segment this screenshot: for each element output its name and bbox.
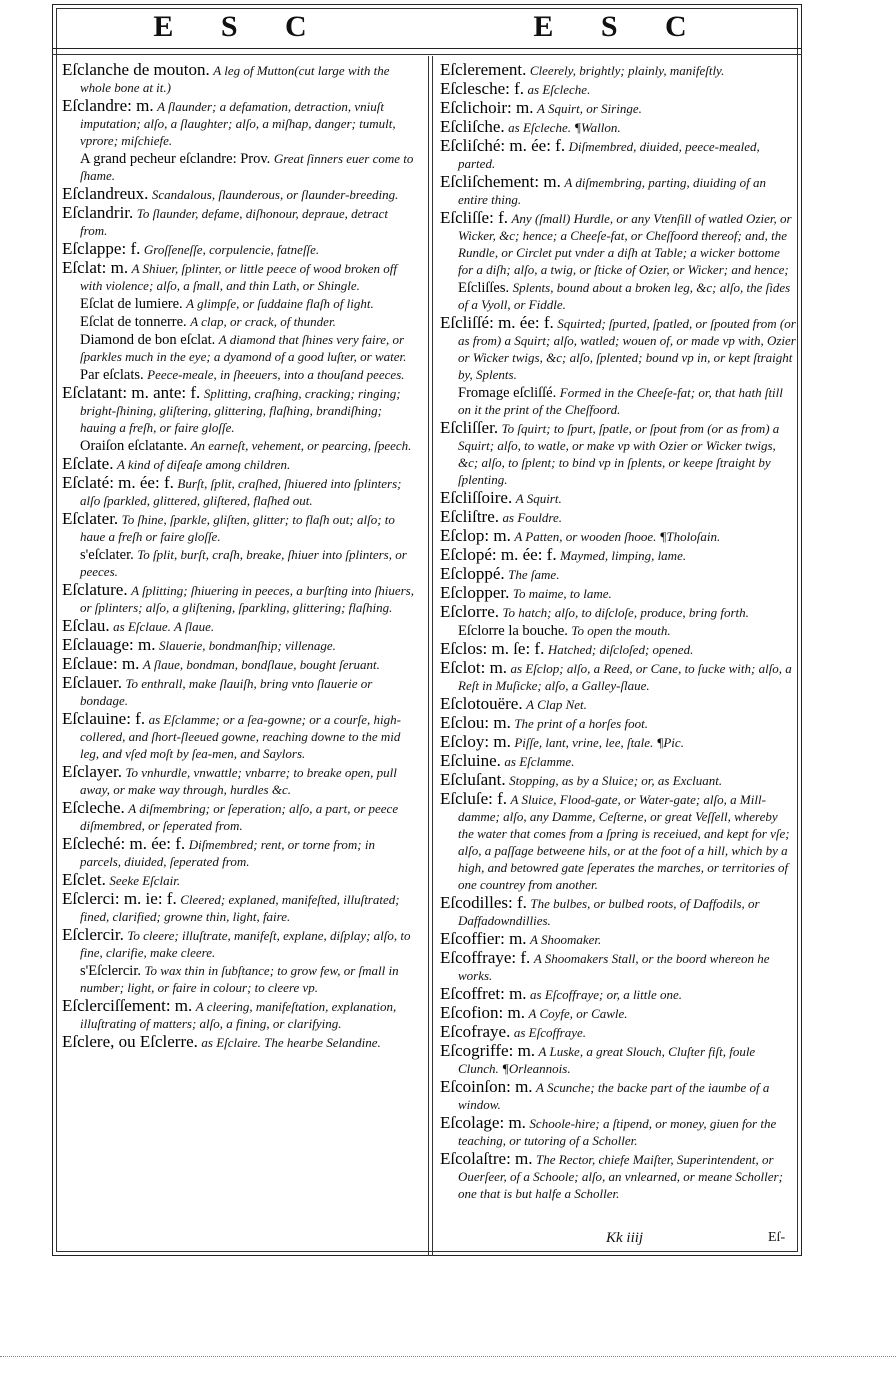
entry-headword: Eſclot: m. [440, 658, 508, 677]
entry-gloss: Peece-meale, in ſheeuers, into a thouſand peeces. [147, 367, 405, 382]
entry-gloss: A Coyfe, or Cawle. [528, 1006, 628, 1021]
dictionary-entry [62, 438, 418, 455]
entry-gloss: Splents, bound about a broken leg, &c; alſo, the ſides of a Vyoll, or Fiddle. [458, 280, 791, 312]
dictionary-entry [440, 1005, 796, 1023]
entry-headword: Eſclopé: m. ée: f. [440, 545, 557, 564]
entry-headword: A grand pecheur eſclandre: Prov. [80, 151, 271, 167]
entry-gloss: To enthrall, make ſlauiſh, bring vnto ſlauerie or bondage. [80, 676, 373, 708]
entry-headword: Eſclorre la bouche. [458, 623, 568, 639]
dictionary-entry [440, 950, 796, 985]
dictionary-entry [62, 332, 418, 366]
entry-gloss: A diſmembring, parting, diuiding of an entire thing. [458, 175, 766, 207]
entry-gloss: To cleere; illuſtrate, manifeſt, explane, diſplay; alſo, to fine, clarifie, make cleere. [80, 928, 411, 960]
entry-gloss: To hatch; alſo, to diſcloſe, produce, bring forth. [502, 605, 749, 620]
entry-headword: Eſcluine. [440, 751, 501, 770]
entry-gloss: Groſſeneſſe, corpulencie, fatneſſe. [143, 242, 320, 257]
entry-headword: Eſclopper. [440, 583, 510, 602]
entry-gloss: A diſmembring; or ſeperation; alſo, a part, or peece diſmembred, or ſeperated from. [80, 801, 399, 833]
entry-headword: Eſclotouëre. [440, 694, 523, 713]
entry-headword: Eſclauer. [62, 673, 122, 692]
dictionary-entry [62, 385, 418, 437]
entry-headword: Eſcofraye. [440, 1022, 511, 1041]
entry-headword: Eſclesche: f. [440, 79, 525, 98]
entry-headword: Eſcliſſoire. [440, 488, 513, 507]
entry-headword: Eſcofion: m. [440, 1003, 525, 1022]
entry-headword: Eſclate. [62, 454, 114, 473]
entry-gloss: Splitting, craſhing, cracking; ringing; bright-ſhining, gliſtering, glittering, flaſhing, brandiſhing; hauing a freſh, or faire gloſſe. [80, 386, 401, 435]
dictionary-entry [62, 511, 418, 546]
entry-gloss: An earneſt, vehement, or pearcing, ſpeech. [190, 438, 412, 453]
dictionary-entry [440, 100, 796, 118]
entry-headword: Eſclaté: m. ée: f. [62, 473, 174, 492]
dictionary-entry [440, 623, 796, 640]
dictionary-entry [440, 660, 796, 695]
dictionary-entry [440, 210, 796, 279]
entry-gloss: Schoole-hire; a ſtipend, or money, giuen for the teaching, or tutoring of a Scholler. [458, 1116, 777, 1148]
catchword: Eſ- [768, 1230, 786, 1245]
dictionary-entry [440, 772, 796, 790]
entry-headword: Eſclercir. [62, 925, 124, 944]
dictionary-entry [62, 764, 418, 799]
entry-headword: Eſclandrir. [62, 203, 134, 222]
dictionary-entry [440, 1043, 796, 1078]
dictionary-entry [440, 734, 796, 752]
entry-gloss: Cleerely, brightly; plainly, manifeſtly. [529, 63, 725, 78]
entry-headword: Eſcolaſtre: m. [440, 1149, 533, 1168]
dictionary-entry [62, 998, 418, 1033]
entry-gloss: Burſt, ſplit, craſhed, ſhiuered into ſplinters; alſo ſparkled, glittered, gliſtered, flaſhed out. [80, 476, 402, 508]
column-divider [428, 56, 429, 1256]
entry-headword: Eſclappe: f. [62, 239, 141, 258]
entry-headword: Eſclerci: m. ie: f. [62, 889, 177, 908]
entry-gloss: To ſplit, burſt, craſh, breake, ſhiuer into ſplinters, or peeces. [80, 547, 407, 579]
dictionary-entry [62, 963, 418, 997]
entry-gloss: To wax thin in ſubſtance; to grow few, or ſmall in number; light, or faire in colour; to cleere vp. [80, 963, 399, 995]
entry-headword: Eſclayer. [62, 762, 122, 781]
dictionary-entry [62, 891, 418, 926]
entry-gloss: A ſplitting; ſhiuering in peeces, a burſting into ſhiuers, or ſplinters; alſo, a gliſtening, ſparkling, glittering; flaſhing. [80, 583, 414, 615]
dictionary-entry [62, 151, 418, 185]
entry-gloss: A ſlaue, bondman, bondſlaue, bought ſeruant. [142, 657, 380, 672]
dictionary-entry [62, 260, 418, 295]
header-rule-inner [52, 54, 802, 55]
entry-gloss: The bulbes, or bulbed roots, of Daffodils, or Daffadowndillies. [458, 896, 760, 928]
dictionary-entry [62, 62, 418, 97]
entry-headword: Eſcleché: m. ée: f. [62, 834, 186, 853]
header-rule [52, 48, 802, 49]
entry-gloss: The Rector, chiefe Maiſter, Superintendent, or Ouerſeer, of a Schoole; alſo, an vnlearned, or meane Scholler; one that is but halfe a Scholler. [458, 1152, 783, 1201]
dictionary-entry [440, 1151, 796, 1203]
entry-gloss: A Shoomaker. [530, 932, 602, 947]
entry-headword: Eſclat de tonnerre. [80, 314, 187, 330]
dictionary-entry [62, 927, 418, 962]
dictionary-entry [62, 800, 418, 835]
dictionary-entry [440, 604, 796, 622]
entry-gloss: as Eſclaue. A ſlaue. [113, 619, 215, 634]
dictionary-entry [440, 986, 796, 1004]
dictionary-entry [440, 81, 796, 99]
entry-headword: Eſcoffret: m. [440, 984, 527, 1003]
entry-headword: Eſcliſché: m. ée: f. [440, 136, 566, 155]
entry-headword: Eſclat: m. [62, 258, 129, 277]
entry-headword: Eſcluſe: f. [440, 789, 508, 808]
entry-gloss: A Squirt. [515, 491, 562, 506]
dictionary-entry [62, 872, 418, 890]
entry-gloss: as Eſclamme; or a ſea-gowne; or a courſe, high-collered, and ſhort-ſleeued gowne, reaching downe to the mid leg, and vſed moſt by ſea-men, and Saylors. [80, 712, 401, 761]
entry-headword: Par eſclats. [80, 367, 144, 383]
entry-headword: s'Eſclercir. [80, 963, 141, 979]
entry-gloss: The print of a horſes foot. [514, 716, 648, 731]
entry-gloss: A Scunche; the backe part of the iaumbe of a window. [458, 1080, 770, 1112]
entry-gloss: A cleering, manifeſtation, explanation, illuſtrating of matters; alſo, a fining, or clarifying. [80, 999, 397, 1031]
entry-headword: Eſcogriffe: m. [440, 1041, 536, 1060]
entry-gloss: as Eſcoffraye. [513, 1025, 587, 1040]
dictionary-entry [440, 585, 796, 603]
entry-headword: Eſcluſant. [440, 770, 506, 789]
dictionary-entry [62, 241, 418, 259]
dictionary-entry [440, 1115, 796, 1150]
entry-headword: s'eſclater. [80, 547, 134, 563]
entry-gloss: Cleered; explaned, manifeſted, illuſtrated; fined, clarified; growne thin, light, faire. [80, 892, 400, 924]
entry-gloss: Stopping, as by a Sluice; or, as Excluant. [509, 773, 723, 788]
entry-headword: Eſclop: m. [440, 526, 511, 545]
entry-headword: Eſclichoir: m. [440, 98, 534, 117]
entry-headword: Eſclerciſſement: m. [62, 996, 193, 1015]
entry-gloss: Diſmembred; rent, or torne from; in parcels, diuided, ſeperated from. [80, 837, 375, 869]
entry-headword: Eſclandreux. [62, 184, 149, 203]
entry-headword: Eſclanche de mouton. [62, 60, 210, 79]
entry-gloss: A Sluice, Flood-gate, or Water-gate; alſo, a Mill-damme; alſo, any Damme, Ceſterne, or great Veſſell, whereby the water that comes from a ſpring is receiued, and kept for vſe; alſo, a paſſage betweene hils, or at the foot of a hill, which by a high, and betowred gate ſeperates the marches, or territories of one countrey from another. [458, 792, 790, 892]
entry-gloss: A diamond that ſhines very faire, or ſparkles much in the eye; a dyamond of a good luſter, or water. [80, 332, 407, 364]
entry-gloss: as Fouldre. [502, 510, 562, 525]
entry-gloss: Any (ſmall) Hurdle, or any Vtenſill of watled Ozier, or Wicker, &c; hence; a Cheeſe-fat, or Cheſfoord thereof; and, the Rundle, or Circlet put vnder a diſh at Table; a wicker bottome for a diſh; alſo, a twig, or ſticke of Ozier, or Wicker; and hence; [458, 211, 792, 277]
entry-headword: Eſcloy: m. [440, 732, 511, 751]
entry-gloss: To ſhine, ſparkle, gliſten, glitter; to flaſh out; alſo; to haue a freſh or faire gloſſe. [80, 512, 395, 544]
entry-headword: Eſclauage: m. [62, 635, 156, 654]
left-column [62, 62, 418, 1053]
entry-gloss: as Eſclamme. [504, 754, 575, 769]
entry-gloss: A Squirt, or Siringe. [536, 101, 642, 116]
dictionary-entry [440, 119, 796, 137]
entry-headword: Oraiſon eſclatante. [80, 438, 188, 454]
dictionary-entry [62, 314, 418, 331]
entry-headword: Eſclorre. [440, 602, 499, 621]
entry-headword: Eſclaue: m. [62, 654, 140, 673]
entry-gloss: To ſquirt; to ſpurt, ſpatle, or ſpout from (or as from) a Squirt; alſo, to watle, or make vp with Ozier or Wicker twigs, &c; alſo, to ſplent; to bind vp in ſplents, or keepe ſtraight by ſplenting. [458, 421, 780, 487]
dictionary-entry [440, 528, 796, 546]
entry-headword: Eſcliſchement: m. [440, 172, 561, 191]
entry-gloss: as Eſcleche. [527, 82, 591, 97]
column-divider-inner [432, 56, 433, 1256]
dictionary-entry [62, 836, 418, 871]
entry-gloss: as Eſcoffraye; or, a little one. [530, 987, 683, 1002]
entry-headword: Eſclerement. [440, 60, 527, 79]
dictionary-entry [440, 696, 796, 714]
dictionary-entry [62, 475, 418, 510]
entry-gloss: A clap, or crack, of thunder. [190, 314, 336, 329]
entry-gloss: To maime, to lame. [512, 586, 612, 601]
entry-gloss: Seeke Eſclair. [109, 873, 181, 888]
entry-headword: Eſcloppé. [440, 564, 505, 583]
dictionary-entry [440, 62, 796, 80]
entry-gloss: as Eſclop; alſo, a Reed, or Cane, to ſucke with; alſo, a Reſt in Muſicke; alſo, a Galley-ſlaue. [458, 661, 792, 693]
dictionary-entry [440, 490, 796, 508]
dictionary-entry [440, 566, 796, 584]
entry-headword: Eſclature. [62, 580, 128, 599]
dictionary-entry [440, 895, 796, 930]
entry-gloss: as Eſcleche. ¶Wallon. [508, 120, 621, 135]
dictionary-entry [62, 186, 418, 204]
dictionary-entry [62, 98, 418, 150]
dictionary-entry [440, 385, 796, 419]
entry-headword: Eſclatant: m. ante: f. [62, 383, 201, 402]
entry-headword: Eſcodilles: f. [440, 893, 527, 912]
dictionary-entry [62, 675, 418, 710]
dictionary-entry [440, 641, 796, 659]
entry-headword: Eſclet. [62, 870, 106, 889]
entry-gloss: Piſſe, lant, vrine, lee, ſtale. ¶Pic. [514, 735, 684, 750]
running-head-right: E S C [533, 10, 707, 43]
entry-gloss: A Clap Net. [526, 697, 587, 712]
entry-headword: Eſcliſſes. [458, 280, 510, 296]
entry-headword: Eſclat de lumiere. [80, 296, 183, 312]
dictionary-entry [440, 280, 796, 314]
entry-headword: Eſcoffraye: f. [440, 948, 531, 967]
entry-gloss: A Shoomakers Stall, or the boord whereon he works. [458, 951, 770, 983]
dictionary-entry [440, 174, 796, 209]
dictionary-entry [62, 637, 418, 655]
entry-headword: Eſclater. [62, 509, 119, 528]
right-column [440, 62, 796, 1204]
dictionary-entry [62, 1034, 418, 1052]
entry-gloss: Great ſinners euer come to ſhame. [80, 151, 414, 183]
dictionary-entry [440, 791, 796, 894]
entry-gloss: Formed in the Cheeſe-fat; or, that hath ſtill on it the print of the Cheſfoord. [458, 385, 783, 417]
entry-gloss: The ſame. [508, 567, 560, 582]
entry-headword: Eſcleche. [62, 798, 125, 817]
dictionary-entry [62, 205, 418, 240]
entry-gloss: A Luske, a great Slouch, Cluſter fiſt, foule Clunch. ¶Orleannois. [458, 1044, 756, 1076]
signature-mark: Kk iiij [606, 1230, 644, 1246]
running-head-left: E S C [153, 10, 327, 43]
entry-gloss: Scandalous, ſlaunderous, or ſlaunder-breeding. [151, 187, 399, 202]
entry-headword: Eſcliſſe: f. [440, 208, 508, 227]
entry-gloss: To ſlaunder, defame, diſhonour, depraue, detract from. [80, 206, 388, 238]
entry-gloss: as Eſclaire. The hearbe Selandine. [201, 1035, 381, 1050]
dictionary-entry [440, 1024, 796, 1042]
entry-headword: Eſcliſſer. [440, 418, 499, 437]
entry-headword: Eſcliſtre. [440, 507, 500, 526]
dictionary-entry [62, 656, 418, 674]
dictionary-entry [440, 753, 796, 771]
entry-gloss: Maymed, limping, lame. [560, 548, 687, 563]
entry-headword: Eſcliſche. [440, 117, 505, 136]
entry-gloss: A Shiuer, ſplinter, or little peece of wood broken off with violence; alſo, a ſmall, and thin Lath, or Shingle. [80, 261, 397, 293]
dictionary-entry [62, 547, 418, 581]
entry-headword: Eſclau. [62, 616, 110, 635]
dictionary-entry [440, 138, 796, 173]
dictionary-entry [440, 1079, 796, 1114]
dictionary-entry [440, 420, 796, 489]
entry-gloss: Diſmembred, diuided, peece-mealed, parted. [458, 139, 760, 171]
entry-gloss: To vnhurdle, vnwattle; vnbarre; to breake open, pull away, or make way through, hurdles &c. [80, 765, 397, 797]
entry-headword: Eſclere, ou Eſclerre. [62, 1032, 198, 1051]
entry-headword: Eſclauine: f. [62, 709, 146, 728]
entry-headword: Eſcoinſon: m. [440, 1077, 533, 1096]
dictionary-entry [440, 315, 796, 384]
dictionary-entry [62, 296, 418, 313]
scan-edge [0, 1356, 896, 1357]
entry-gloss: A Patten, or wooden ſhooe. ¶Tholoſain. [514, 529, 721, 544]
entry-headword: Diamond de bon eſclat. [80, 332, 216, 348]
entry-headword: Eſcolage: m. [440, 1113, 526, 1132]
dictionary-entry [440, 931, 796, 949]
entry-gloss: A glimpſe, or ſuddaine flaſh of light. [186, 296, 374, 311]
dictionary-entry [62, 582, 418, 617]
entry-gloss: A kind of diſeaſe among children. [116, 457, 291, 472]
entry-headword: Fromage eſcliſſé. [458, 385, 557, 401]
dictionary-entry [62, 618, 418, 636]
entry-headword: Eſcliſſé: m. ée: f. [440, 313, 554, 332]
entry-gloss: A leg of Mutton(cut large with the whole bone at it.) [80, 63, 390, 95]
dictionary-entry [440, 509, 796, 527]
dictionary-entry [62, 711, 418, 763]
entry-gloss: Hatched; diſcloſed; opened. [547, 642, 694, 657]
dictionary-entry [440, 715, 796, 733]
entry-gloss: To open the mouth. [571, 623, 671, 638]
dictionary-entry [62, 456, 418, 474]
entry-headword: Eſcoffier: m. [440, 929, 527, 948]
entry-gloss: Squirted; ſpurted, ſpatled, or ſpouted from (or as from) a Squirt; alſo, watled; wouen of, or made vp with, Ozier or Wicker twigs, &c; alſo, ſplented; bound vp in, or kept ſtraight by, Splents. [458, 316, 796, 382]
dictionary-entry [440, 547, 796, 565]
entry-headword: Eſclou: m. [440, 713, 511, 732]
entry-headword: Eſclos: m. ſe: f. [440, 639, 545, 658]
dictionary-entry [62, 367, 418, 384]
entry-gloss: A ſlaunder; a defamation, detraction, vniuſt imputation; alſo, a ſlaughter; alſo, a miſhap, danger; tumult, vprore; miſchiefe. [80, 99, 396, 148]
entry-headword: Eſclandre: m. [62, 96, 154, 115]
entry-gloss: Slauerie, bondmanſhip; villenage. [158, 638, 336, 653]
